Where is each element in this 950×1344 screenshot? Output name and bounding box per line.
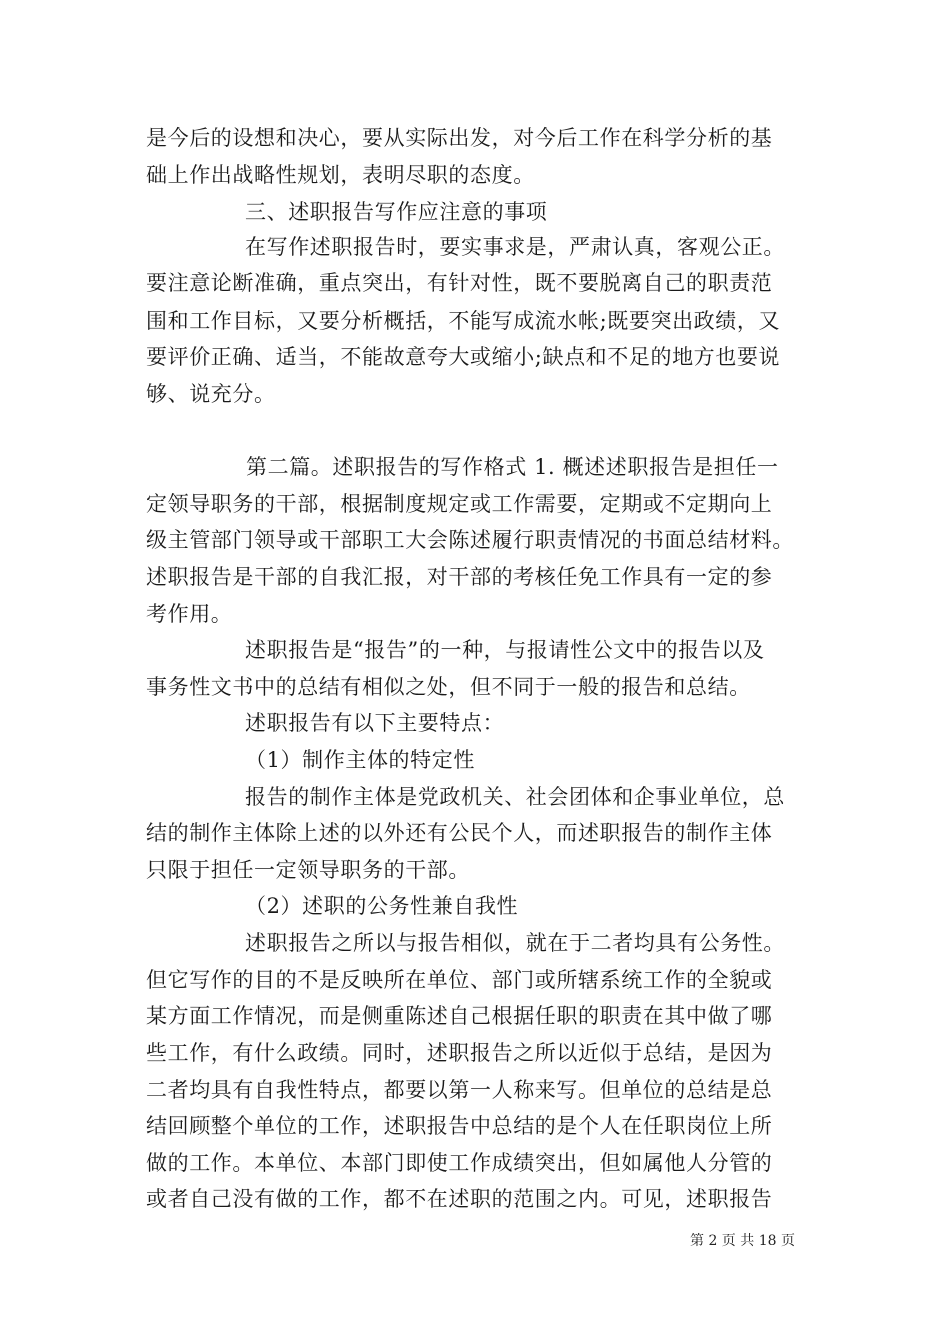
text-line: 述职报告是“报告”的一种，与报请性公文中的报告以及 (245, 638, 765, 662)
text-line: 事务性文书中的总结有相似之处，但不同于一般的报告和总结。 (146, 675, 751, 699)
text-line: 够、说充分。 (146, 382, 276, 406)
section-heading: 三、述职报告写作应注意的事项 (245, 200, 548, 224)
text-line: 只限于担任一定领导职务的干部。 (146, 858, 470, 882)
text-line: 结的制作主体除上述的以外还有公民个人，而述职报告的制作主体 (146, 821, 773, 845)
text-line: 某方面工作情况，而是侧重陈述自己根据任职的职责在其中做了哪 (146, 1004, 773, 1028)
text-line: 些工作，有什么政绩。同时，述职报告之所以近似于总结，是因为 (146, 1041, 773, 1065)
text-line: 二者均具有自我性特点，都要以第一人称来写。但单位的总结是总 (146, 1078, 773, 1102)
text-line: 级主管部门领导或干部职工大会陈述履行职责情况的书面总结材料。 (146, 528, 794, 552)
text-line: 围和工作目标，又要分析概括，不能写成流水帐;既要突出政绩，又 (146, 309, 781, 333)
text-line: 述职报告之所以与报告相似，就在于二者均具有公务性。 (245, 931, 785, 955)
text-line: 考作用。 (146, 602, 233, 626)
text-line: 或者自己没有做的工作，都不在述职的范围之内。可见，述职报告 (146, 1187, 773, 1211)
text-line: 报告的制作主体是党政机关、社会团体和企事业单位，总 (245, 785, 785, 809)
text-line: 结回顾整个单位的工作，述职报告中总结的是个人在任职岗位上所 (146, 1114, 773, 1138)
subheading: （2）述职的公务性兼自我性 (245, 894, 519, 918)
text-line: 但它写作的目的不是反映所在单位、部门或所辖系统工作的全貌或 (146, 968, 773, 992)
text-line: 要注意论断准确，重点突出，有针对性，既不要脱离自己的职责范 (146, 271, 773, 295)
subheading: （1）制作主体的特定性 (245, 748, 475, 772)
page-number: 第 2 页 共 18 页 (690, 1233, 795, 1249)
text-line: 础上作出战略性规划，表明尽职的态度。 (146, 163, 535, 187)
text-line: 是今后的设想和决心，要从实际出发，对今后工作在科学分析的基 (146, 126, 773, 150)
text-line: 做的工作。本单位、本部门即使工作成绩突出，但如属他人分管的 (146, 1151, 773, 1175)
text-line: 述职报告是干部的自我汇报，对干部的考核任免工作具有一定的参 (146, 565, 773, 589)
text-line: 定领导职务的干部，根据制度规定或工作需要，定期或不定期向上 (146, 492, 773, 516)
text-line: 在写作述职报告时，要实事求是，严肃认真，客观公正。 (245, 235, 785, 259)
text-line: 述职报告有以下主要特点： (245, 711, 505, 735)
text-line: 要评价正确、适当，不能故意夸大或缩小;缺点和不足的地方也要说 (146, 345, 781, 369)
text-line: 第二篇。述职报告的写作格式 1. 概述述职报告是担任一 (246, 455, 779, 479)
